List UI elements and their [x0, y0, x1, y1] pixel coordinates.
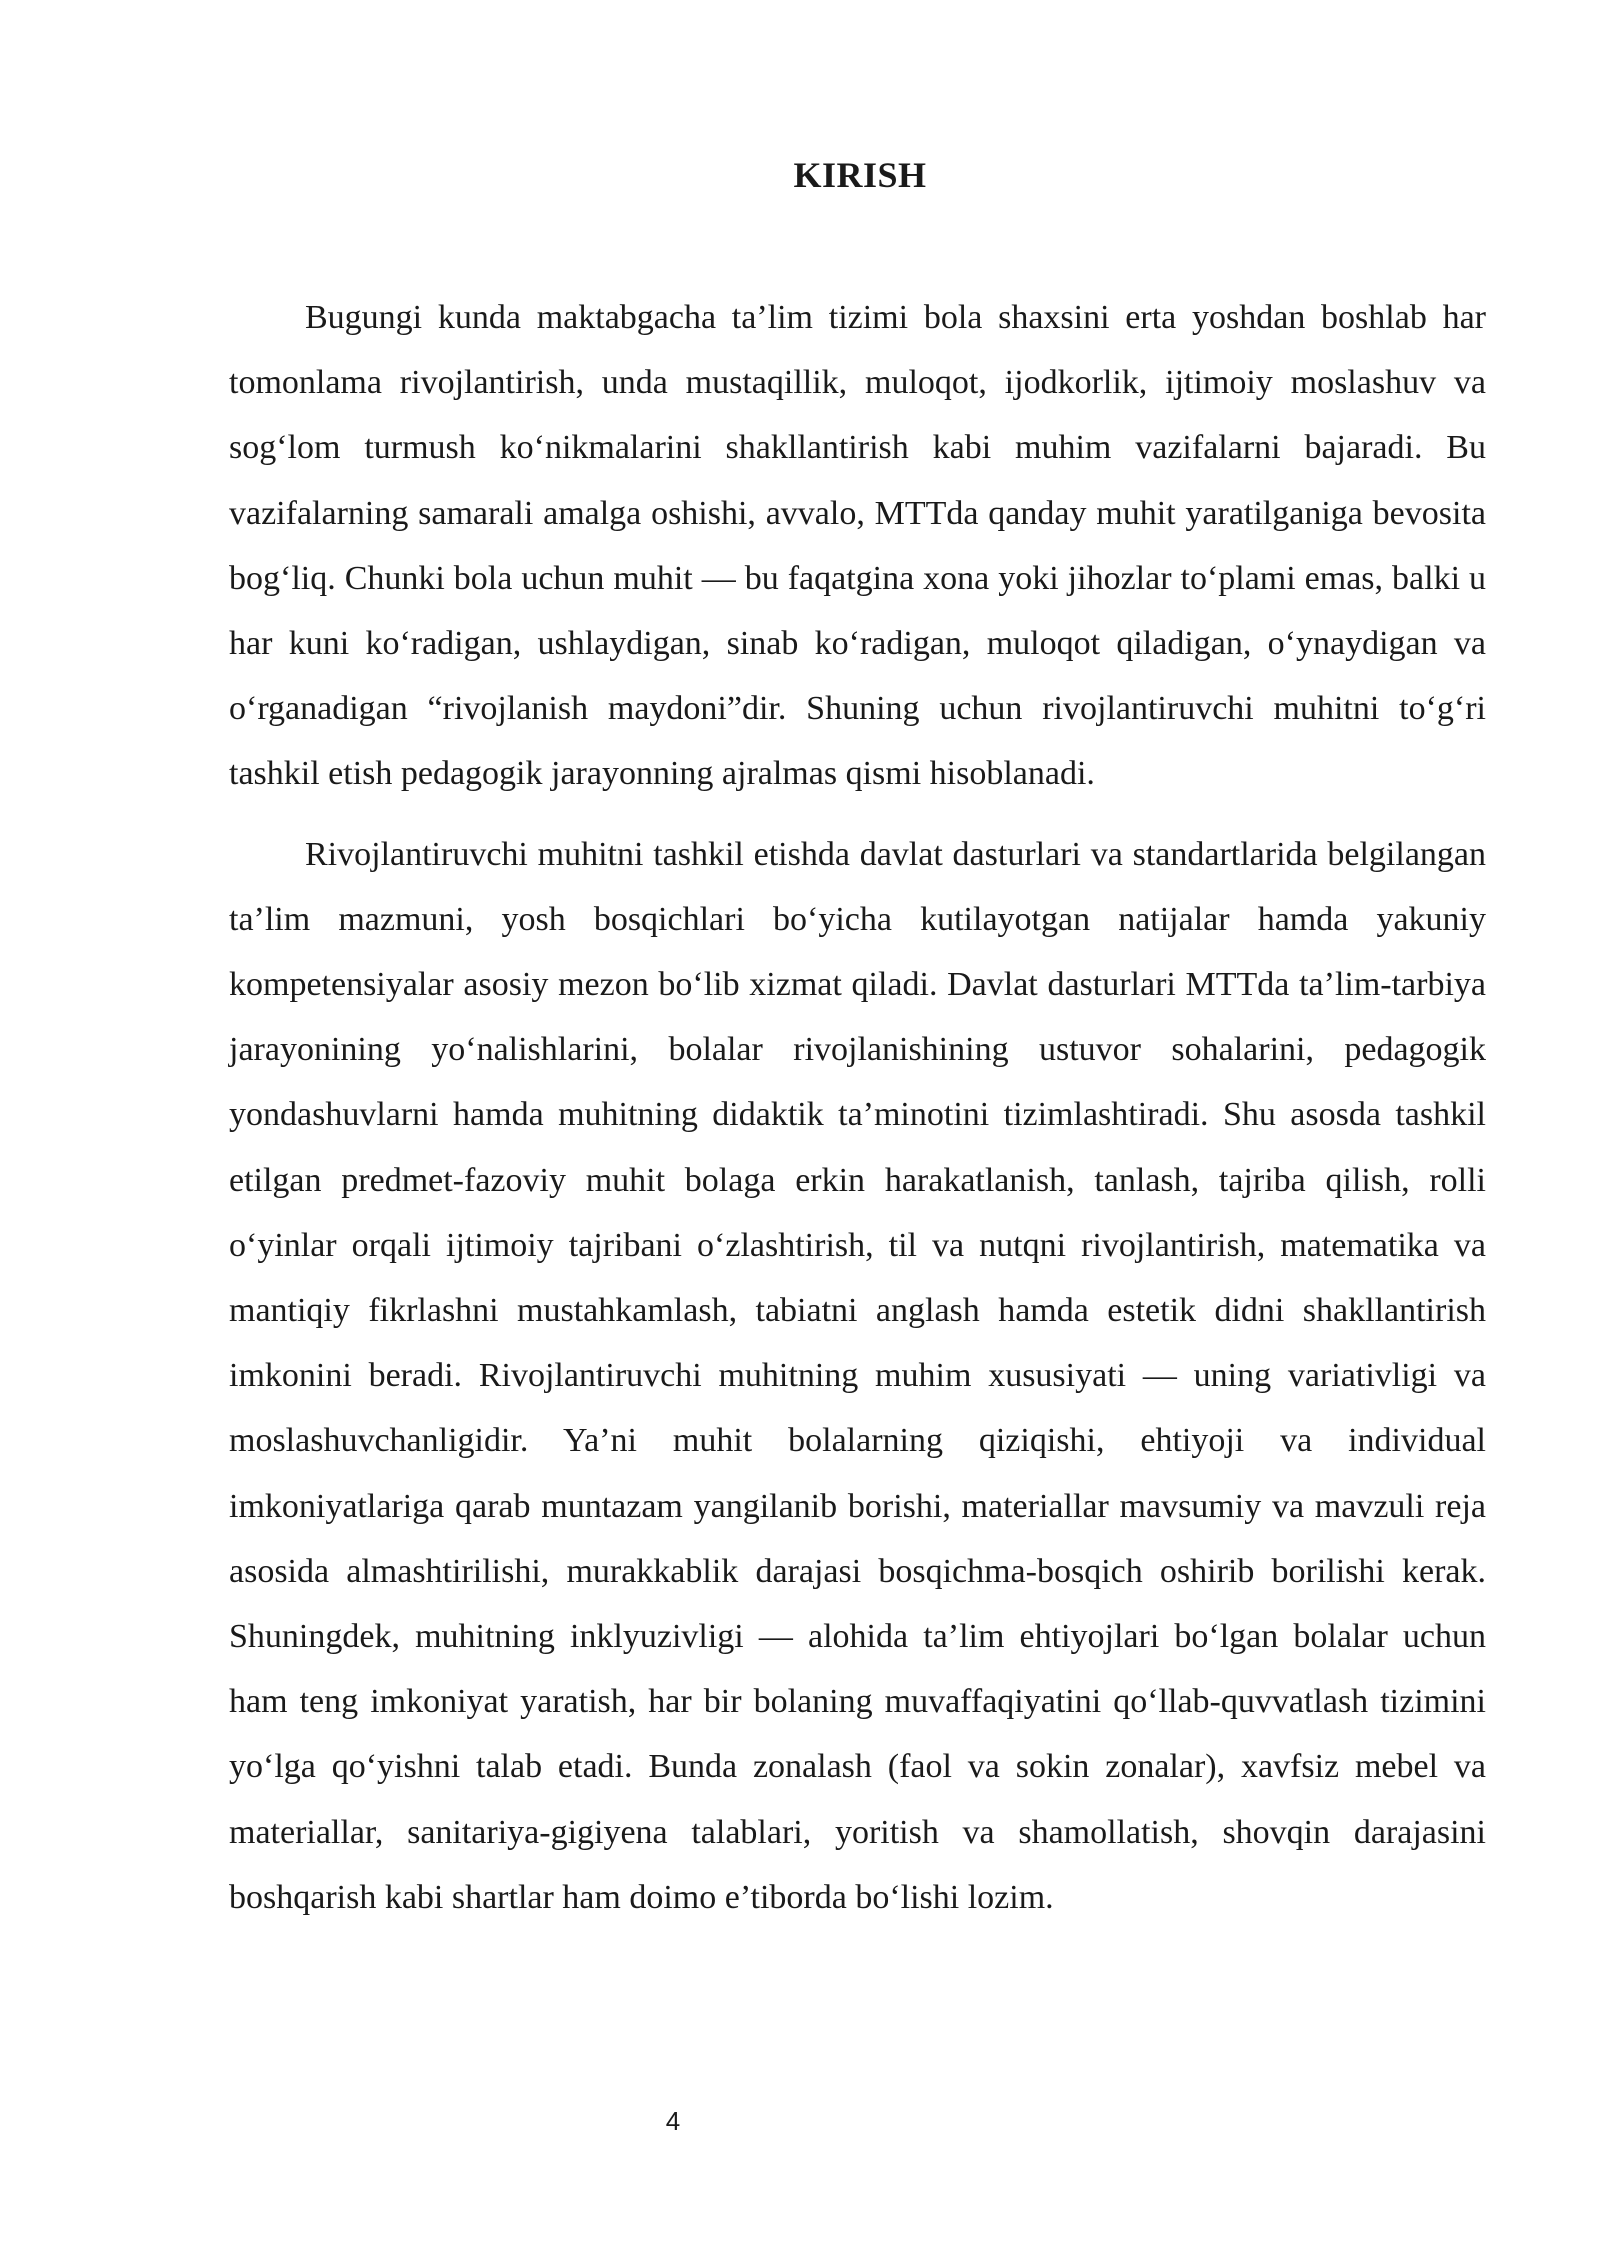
page-number: 4 — [665, 2106, 681, 2136]
body-text — [229, 285, 1486, 1945]
page-title: KIRISH — [793, 155, 927, 195]
paragraph-environment: Rivojlantiruvchi muhitni tashkil etishda davlat dasturlari va standartlarida belgilangan ta’lim mazmuni, yosh bosqichlari bo‘yicha kutilayotgan natijalar hamda yakuniy kompetensiyalar asosiy mezon bo‘lib xizmat qiladi. Davlat dasturlari MTTda ta’lim-tarbiya jarayonining yo‘nalishlarini, bolalar rivojlanishining ustuvor sohalarini, pedagogik yondashuvlarni hamda muhitning didaktik ta’minotini tizimlashtiradi. Shu asosda tashkil etilgan predmet-fazoviy muhit bolaga erkin harakatlanish, tanlash, tajriba qilish, rolli o‘yinlar orqali ijtimoiy tajribani o‘zlashtirish, til va nutqni rivojlantirish, matematika va mantiqiy fikrlashni mustahkamlash, tabiatni anglash hamda estetik didni shakllantirish imkonini beradi. Rivojlantiruvchi muhitning muhim xususiyati — uning variativligi va moslashuvchanligidir. Ya’ni muhit bolalarning qiziqishi, ehtiyoji va individual imkoniyatlariga qarab muntazam yangilanib borishi, materiallar mavsumiy va mavzuli reja asosida almashtirilishi, murakkablik darajasi bosqichma-bosqich oshirib borilishi kerak. Shuningdek, muhitning inklyuzivligi — alohida ta’lim ehtiyojlari bo‘lgan bolalar uchun ham teng imkoniyat yaratish, har bir bolaning muvaffaqiyatini qo‘llab-quvvatlash tizimini yo‘lga qo‘yishni talab etadi. Bunda zonalash (faol va sokin zonalar), xavfsiz mebel va materiallar, sanitariya-gigiyena talablari, yoritish va shamollatish, shovqin darajasini boshqarish kabi shartlar ham doimo e’tiborda bo‘lishi lozim. — [229, 835, 1486, 1916]
paragraph-intro: Bugungi kunda maktabgacha ta’lim tizimi bola shaxsini erta yoshdan boshlab har tomonlama rivojlantirish, unda mustaqillik, muloqot, ijodkorlik, ijtimoiy moslashuv va sog‘lom turmush ko‘nikmalarini shakllantirish kabi muhim vazifalarni bajaradi. Bu vazifalarning samarali amalga oshishi, avvalo, MTTda qanday muhit yaratilganiga bevosita bog‘liq. Chunki bola uchun muhit — bu faqatgina xona yoki jihozlar to‘plami emas, balki u har kuni ko‘radigan, ushlaydigan, sinab ko‘radigan, muloqot qiladigan, o‘ynaydigan va o‘rganadigan “rivojlanish maydoni”dir. Shuning uchun rivojlantiruvchi muhitni to‘g‘ri tashkil etish pedagogik jarayonning ajralmas qismi hisoblanadi. — [229, 299, 1486, 793]
